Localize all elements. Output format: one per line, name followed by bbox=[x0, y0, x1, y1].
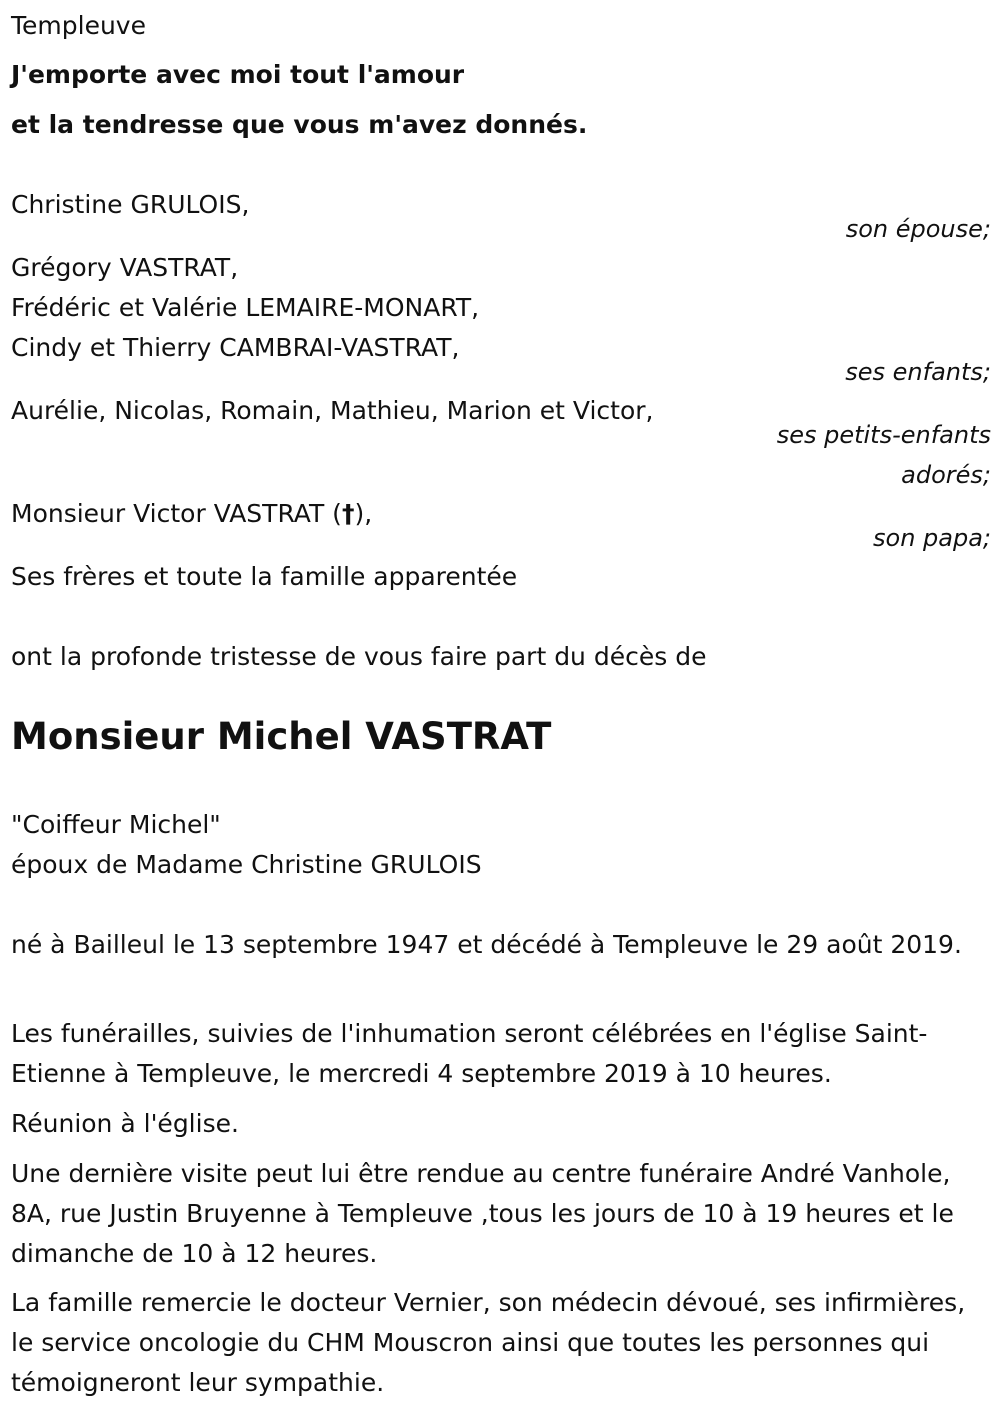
quote-line-1: J'emporte avec moi tout l'amour bbox=[11, 60, 465, 89]
children-role: ses enfants; bbox=[845, 358, 991, 386]
deceased-name: Monsieur Michel VASTRAT bbox=[11, 715, 552, 758]
deceased-spouse-line: époux de Madame Christine GRULOIS bbox=[11, 850, 482, 879]
quote-line-2: et la tendresse que vous m'avez donnés. bbox=[11, 110, 588, 139]
grandchildren-role-line-2: adorés; bbox=[901, 461, 991, 489]
child-name: Grégory VASTRAT, bbox=[11, 253, 239, 282]
extended-family: Ses frères et toute la famille apparentée bbox=[11, 562, 518, 591]
spouse-role: son épouse; bbox=[845, 215, 991, 243]
cross-icon: † bbox=[341, 499, 355, 528]
visit-paragraph: Une dernière visite peut lui être rendue au centre funéraire André Vanhole, 8A, rue Justin Bruyenne à Templeuve ,tous les jours de 10 à 19 heures et le dimanche de 10 à 12 heures. bbox=[11, 1159, 954, 1268]
town-name: Templeuve bbox=[11, 11, 146, 40]
father-name-prefix: Monsieur Victor VASTRAT ( bbox=[11, 499, 342, 528]
thanks-paragraph: La famille remercie le docteur Vernier, son médecin dévoué, ses infirmières, le service oncologie du CHM Mouscron ainsi que toutes les personnes qui témoigneront leur sympathie. bbox=[11, 1288, 966, 1397]
grandchildren-names: Aurélie, Nicolas, Romain, Mathieu, Marion et Victor, bbox=[11, 396, 654, 425]
child-name: Frédéric et Valérie LEMAIRE-MONART, bbox=[11, 293, 480, 322]
father-role: son papa; bbox=[873, 524, 991, 552]
child-name: Cindy et Thierry CAMBRAI-VASTRAT, bbox=[11, 333, 460, 362]
grandchildren-role-line-1: ses petits-enfants bbox=[776, 421, 991, 449]
spouse-name: Christine GRULOIS, bbox=[11, 190, 250, 219]
father-name bbox=[11, 494, 372, 534]
birth-death-paragraph: né à Bailleul le 13 septembre 1947 et décédé à Templeuve le 29 août 2019. bbox=[11, 930, 962, 959]
announcement-text: ont la profonde tristesse de vous faire part du décès de bbox=[11, 642, 707, 671]
funeral-paragraph: Les funérailles, suivies de l'inhumation seront célébrées en l'église Saint-Etienne à Templeuve, le mercredi 4 septembre 2019 à 10 heures. bbox=[11, 1019, 928, 1088]
deceased-nickname: "Coiffeur Michel" bbox=[11, 810, 221, 839]
father-name-suffix: ), bbox=[354, 499, 373, 528]
meeting-paragraph: Réunion à l'église. bbox=[11, 1109, 239, 1138]
